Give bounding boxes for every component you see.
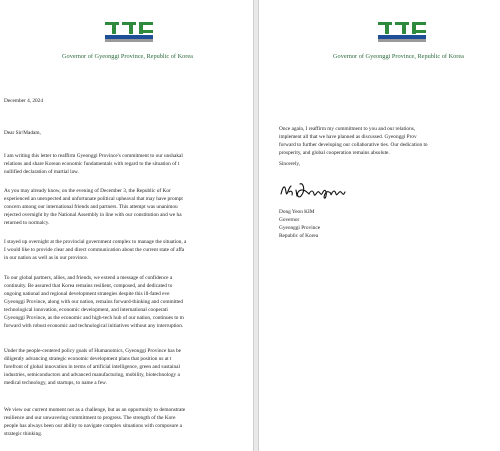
gyeonggi-logo-icon [378, 22, 426, 42]
signature-icon [279, 180, 359, 202]
governor-title: Governor of Gyeonggi Province, Republic of Korea [333, 53, 464, 60]
letter-date: December 4, 2024 [4, 98, 43, 104]
governor-title: Governor of Gyeonggi Province, Republic of Korea [62, 53, 193, 60]
closing: Sincerely, [279, 161, 300, 167]
paragraph-5: Under the people-centered policy goals of Humanomics, Gyeonggi Province has be diligently advancing strategic economic development plans that position us at t forefront of global innovation in terms of artificial intelligence, green and sustainal industries, semiconductors and advanced manufacturing, mobility, biotechnology a medical technology, and startups, to name a few. [4, 348, 181, 386]
signer-block: Dong Yeon KIM Governor Gyeonggi Province Republic of Korea [279, 209, 321, 239]
salutation: Dear Sir/Madam, [4, 130, 41, 136]
paragraph-closing: Once again, I reaffirm my commitment to you and our relations, implement all that we have planned as discussed. Gyeonggi Prov forward to further developing our collaborative ties. Our dedication to prosperity, and global cooperation remains absolute. [279, 126, 428, 156]
paragraph-2: As you may already know, on the evening of December 3, the Republic of Kor experienced an unexpected and unfortunate political upheaval that may have prompt concern among our international friends and partners. This attempt was unanimou rejected overnight by the National Assembly in line with our constitution and we ha returned to normalcy. [4, 188, 183, 226]
paragraph-6: We view our current moment not as a challenge, but as an opportunity to demonstrate resilience and our unwavering commitment to progress. The strength of the Kore people has always been our ability to navigate complex situations with composure a strategic thinking. [4, 407, 186, 437]
gyeonggi-logo-icon [105, 22, 153, 42]
paragraph-3: I stayed up overnight at the provincial government complex to manage the situation, a I would like to provide clear and direct communication about the current state of affa in our nation as well as in our province. [4, 239, 187, 261]
paragraph-1: I am writing this letter to reaffirm Gyeonggi Province's commitment to our unshakal relations and share Korean economic fundamentals with regard to the situation of t nullified declaration of martial law. [4, 153, 183, 175]
paragraph-4: To our global partners, allies, and friends, we extend a message of confidence a continuity. Be assured that Korea remains resilient, composed, and dedicated to ongoing national and regional development strategies despite this ill-fated eve Gyeonggi Province, along with our nation, remains forward-thinking and committed technological innovation, economic development, and international cooperati Gyeonggi Province, as the economic and high-tech hub of our nation, continues to m forward with robust economic and technological initiatives without any interruption. [4, 275, 184, 329]
